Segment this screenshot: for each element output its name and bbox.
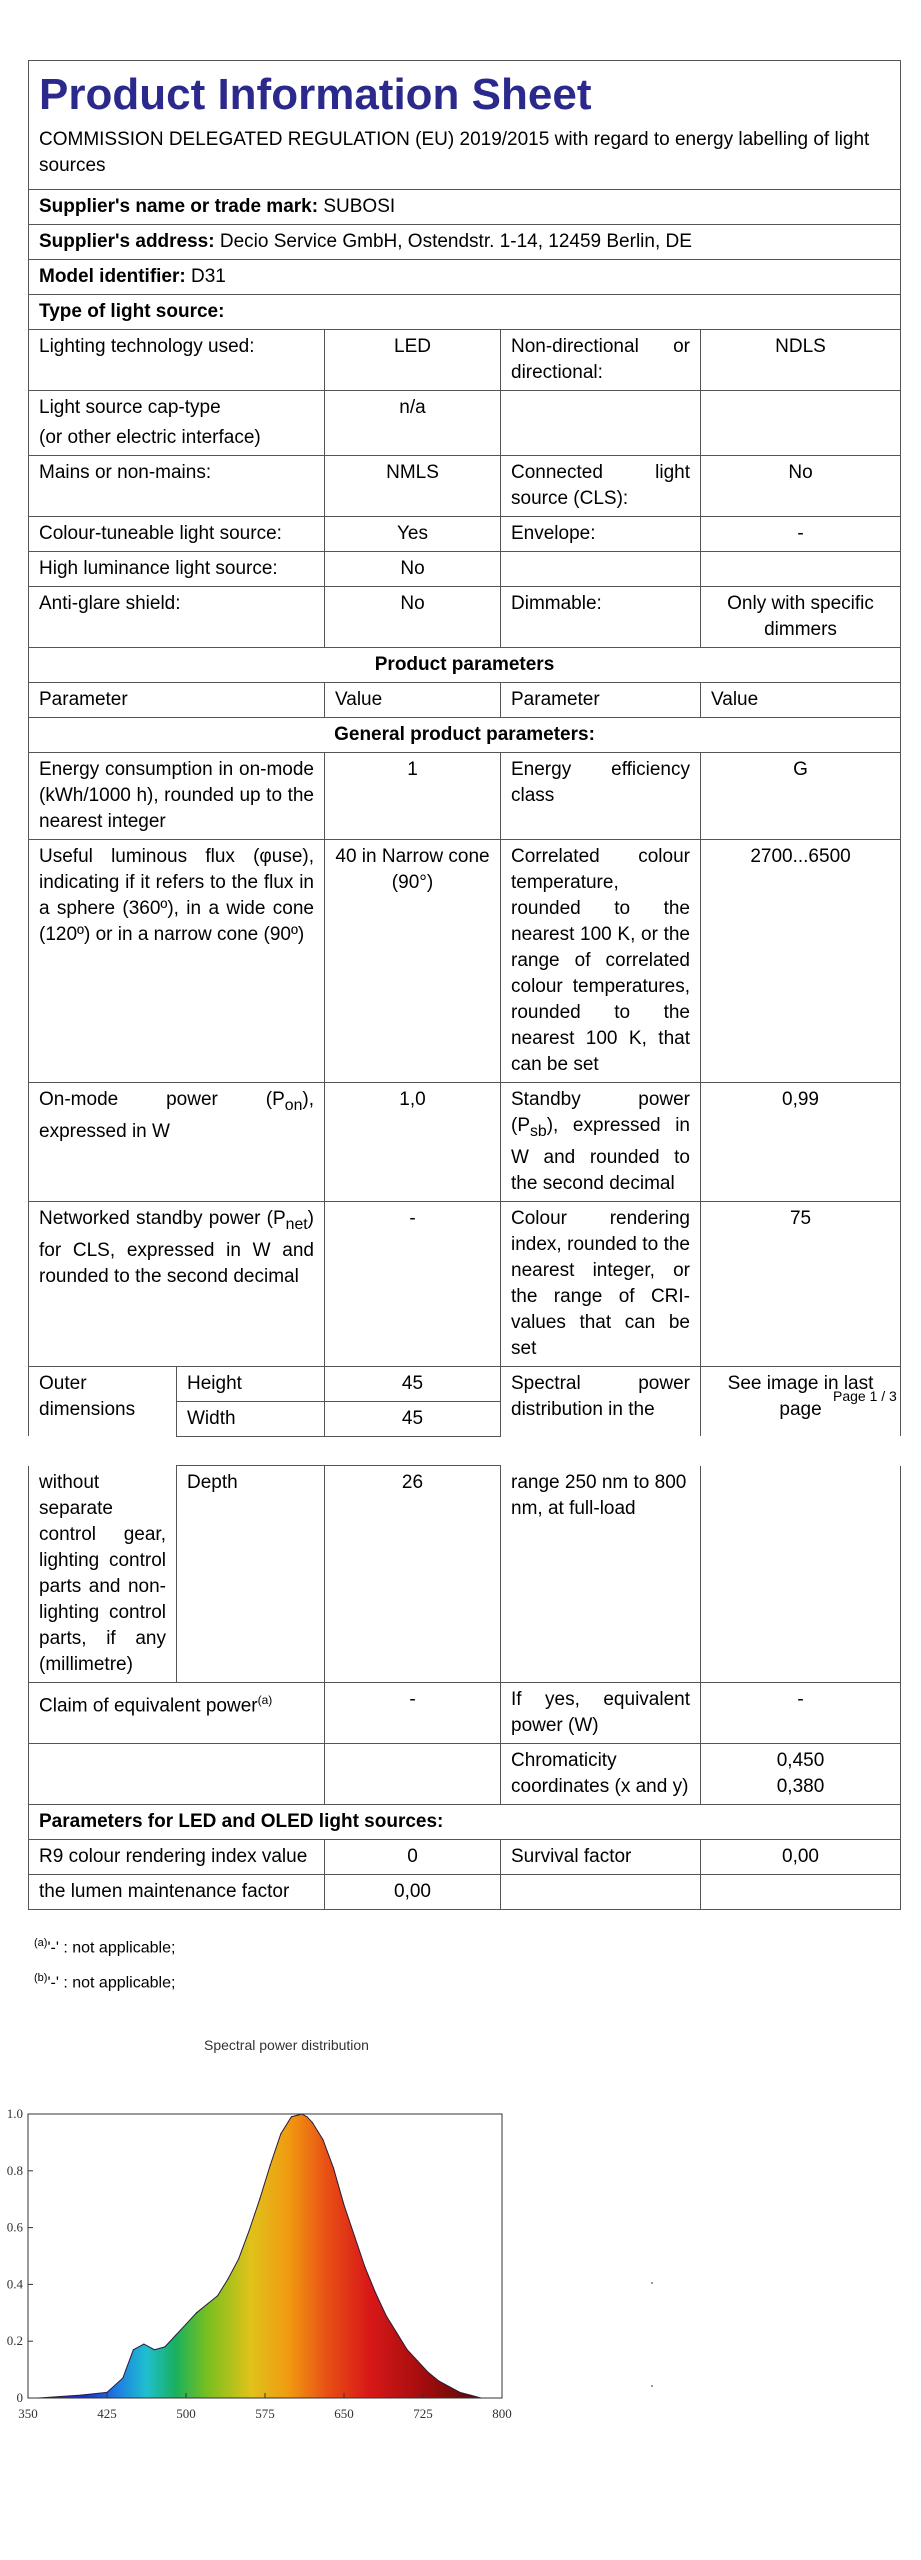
mains-label: Mains or non-mains: [29, 456, 325, 517]
x-tick-label: 575 [255, 2406, 275, 2421]
cap-value: n/a [325, 391, 501, 456]
equivalent-power-w-value: - [701, 1682, 901, 1743]
tech-label: Lighting technology used: [29, 330, 325, 391]
outer-dimensions-label-cont: without separate control gear, lighting control parts and non-lighting control parts, if any (millimetre) [29, 1466, 177, 1683]
lumen-maintenance-label: the lumen maintenance factor [29, 1874, 325, 1909]
directional-label: Non-directional or directional: [501, 330, 701, 391]
supplier-address-row [29, 225, 901, 260]
equivalent-power-label-text: Claim of equivalent power [39, 1694, 258, 1716]
envelope-value: - [701, 517, 901, 552]
data-point [449, 2386, 451, 2388]
equivalent-power-w-label: If yes, equivalent power (W) [501, 1682, 701, 1743]
data-point [122, 2377, 124, 2379]
height-label: Height [177, 1366, 325, 1401]
light-source-heading: Type of light source: [29, 295, 901, 330]
chromaticity-label: Chromaticity coordinates (x and y) [501, 1743, 701, 1804]
dimmable-label: Dimmable: [501, 587, 701, 648]
data-point [217, 2295, 219, 2297]
standby-power-sub: sb [530, 1122, 547, 1140]
spectrum-area [39, 2114, 481, 2398]
standby-power-label-pre: Standby power (P [511, 1089, 690, 1136]
empty-cell [325, 1743, 501, 1804]
energy-consumption-value: 1 [325, 753, 501, 840]
empty-cell [501, 1874, 701, 1909]
lumen-maintenance-value: 0,00 [325, 1874, 501, 1909]
data-point [164, 2346, 166, 2348]
model-row [29, 260, 901, 295]
tuneable-label: Colour-tuneable light source: [29, 517, 325, 552]
data-point [406, 2349, 408, 2351]
x-tick-label: 500 [176, 2406, 196, 2421]
data-point [175, 2335, 177, 2337]
standby-power-label [501, 1083, 701, 1202]
data-point [354, 2235, 356, 2237]
data-point [269, 2164, 271, 2166]
y-tick-label: 0 [16, 2390, 23, 2405]
cri-label: Colour rendering index, rounded to the nearest integer, or the range of CRI-values that can be set [501, 1201, 701, 1366]
r9-label: R9 colour rendering index value [29, 1839, 325, 1874]
high-luminance-value: No [325, 552, 501, 587]
data-point [364, 2267, 366, 2269]
data-point [259, 2198, 261, 2200]
on-mode-power-sub: on [284, 1096, 303, 1114]
equivalent-power-label [29, 1682, 325, 1743]
empty-cell [701, 1466, 901, 1683]
chromaticity-values [701, 1743, 901, 1804]
y-tick-label: 0.4 [6, 2276, 23, 2292]
antiglare-label: Anti-glare shield: [29, 587, 325, 648]
chromaticity-y: 0,380 [776, 1775, 825, 1797]
data-point [238, 2258, 240, 2260]
data-point [133, 2349, 135, 2351]
model-label: Model identifier: [39, 266, 186, 287]
spd-label-cont: range 250 nm to 800 nm, at full-load [501, 1466, 701, 1683]
cap-label-line-2: (or other electric interface) [39, 427, 261, 448]
data-point [106, 2392, 108, 2394]
chromaticity-x: 0,450 [776, 1749, 825, 1771]
x-tick-label: 350 [18, 2406, 38, 2421]
data-point [385, 2315, 387, 2317]
supplier-name-row [29, 190, 901, 225]
networked-standby-value: - [325, 1201, 501, 1366]
sheet-table-continued [28, 1465, 901, 1910]
data-point [291, 2116, 293, 2118]
data-point [343, 2204, 345, 2206]
cls-value: No [701, 456, 901, 517]
spd-label: Spectral power distribution in the [501, 1366, 701, 1436]
networked-standby-label [29, 1201, 325, 1366]
stray-mark [651, 2282, 653, 2284]
empty-cell [501, 391, 701, 456]
col-header-value: Value [701, 683, 901, 718]
depth-value: 26 [325, 1466, 501, 1683]
luminous-flux-label: Useful luminous flux (φuse), indicating if it refers to the flux in a sphere (360º), in a wide cone (120º) or in a narrow cone (90º) [29, 840, 325, 1083]
chart-title: Spectral power distribution [204, 2037, 369, 2053]
col-header-value: Value [325, 683, 501, 718]
supplier-address-label: Supplier's address: [39, 231, 215, 252]
data-point [196, 2312, 198, 2314]
mains-value: NMLS [325, 456, 501, 517]
x-tick-label: 800 [492, 2406, 512, 2421]
luminous-flux-value: 40 in Narrow cone (90°) [325, 840, 501, 1083]
networked-standby-label-post: ) for CLS, expressed in W and rounded to the second decimal [39, 1207, 314, 1287]
x-tick-label: 725 [413, 2406, 433, 2421]
networked-standby-sub: net [285, 1215, 308, 1233]
sheet-table-page-1 [28, 60, 901, 1437]
data-point [375, 2292, 377, 2294]
data-point [248, 2230, 250, 2232]
spectral-chart-svg [0, 2020, 921, 2500]
empty-cell [29, 1743, 325, 1804]
cct-value: 2700...6500 [701, 840, 901, 1083]
data-point [396, 2332, 398, 2334]
data-point [206, 2303, 208, 2305]
width-value: 45 [325, 1401, 501, 1436]
spectral-plot-area [7, 2106, 512, 2421]
data-point [438, 2380, 440, 2382]
on-mode-power-label [29, 1083, 325, 1202]
footnote-b-marker: (b) [34, 1972, 48, 1985]
data-point [417, 2360, 419, 2362]
dimmable-value: Only with specific dimmers [701, 587, 901, 648]
regulation-text: COMMISSION DELEGATED REGULATION (EU) 2019/2015 with regard to energy labelling of light sources [39, 129, 870, 176]
supplier-name-value: SUBOSI [323, 196, 396, 217]
cri-value: 75 [701, 1201, 901, 1366]
model-value: D31 [191, 266, 226, 287]
footnotes [34, 1928, 175, 1999]
info-sheet [28, 60, 900, 1437]
page-title: Product Information Sheet [39, 70, 592, 119]
antiglare-value: No [325, 587, 501, 648]
outer-dimensions-label: Outer dimensions [29, 1366, 177, 1436]
general-parameters-heading: General product parameters: [29, 718, 901, 753]
data-point [143, 2343, 145, 2345]
x-tick-label: 425 [97, 2406, 117, 2421]
data-point [459, 2392, 461, 2394]
product-parameters-heading: Product parameters [29, 648, 901, 683]
equivalent-power-sup: (a) [257, 1692, 273, 1707]
col-header-parameter: Parameter [501, 683, 701, 718]
empty-cell [501, 552, 701, 587]
cap-label-line-1: Light source cap-type [39, 397, 221, 418]
col-header-parameter: Parameter [29, 683, 325, 718]
cct-label: Correlated colour temperature, rounded to the nearest 100 K, or the range of correlated colour temperatures, rounded to the nearest 100 K, that can be set [501, 840, 701, 1083]
empty-cell [701, 391, 901, 456]
spectral-chart [0, 2020, 921, 2500]
standby-power-label-post: ), expressed in W and rounded to the second decimal [511, 1115, 690, 1194]
data-point [470, 2394, 472, 2396]
high-luminance-label: High luminance light source: [29, 552, 325, 587]
stray-mark [651, 2385, 653, 2387]
on-mode-power-value: 1,0 [325, 1083, 501, 1202]
efficiency-class-value: G [701, 753, 901, 840]
data-point [227, 2278, 229, 2280]
networked-standby-label-pre: Networked standby power (P [39, 1207, 286, 1229]
x-tick-label: 650 [334, 2406, 354, 2421]
footnote-b [34, 1963, 175, 1998]
spd-value: See image in last page [701, 1366, 901, 1436]
survival-factor-value: 0,00 [701, 1839, 901, 1874]
data-point [185, 2323, 187, 2325]
empty-cell [701, 552, 901, 587]
energy-consumption-label: Energy consumption in on-mode (kWh/1000 h), rounded up to the nearest integer [29, 753, 325, 840]
y-tick-label: 0.6 [6, 2219, 23, 2235]
page-number: Page 1 / 3 [833, 1388, 897, 1404]
led-parameters-heading: Parameters for LED and OLED light sources: [29, 1804, 901, 1839]
footnote-b-text: '-' : not applicable; [47, 1974, 176, 1992]
cap-label [29, 391, 325, 456]
envelope-label: Envelope: [501, 517, 701, 552]
y-tick-label: 1.0 [6, 2106, 23, 2121]
footnote-a-text: '-' : not applicable; [47, 1939, 176, 1957]
tech-value: LED [325, 330, 501, 391]
data-point [80, 2394, 82, 2396]
equivalent-power-value: - [325, 1682, 501, 1743]
data-point [322, 2139, 324, 2141]
data-point [306, 2116, 308, 2118]
title-block [29, 61, 901, 190]
info-sheet-continued [28, 1465, 900, 1910]
supplier-address-value: Decio Service GmbH, Ostendstr. 1-14, 12459 Berlin, DE [219, 231, 692, 252]
depth-label: Depth [177, 1466, 325, 1683]
data-point [312, 2122, 314, 2124]
efficiency-class-label: Energy efficiency class [501, 753, 701, 840]
supplier-name-label: Supplier's name or trade mark: [39, 196, 319, 217]
data-point [333, 2167, 335, 2169]
data-point [427, 2372, 429, 2374]
empty-cell [701, 1874, 901, 1909]
on-mode-power-label-pre: On-mode power (P [39, 1089, 285, 1110]
height-value: 45 [325, 1366, 501, 1401]
footnote-a-marker: (a) [34, 1937, 48, 1949]
y-tick-label: 0.2 [6, 2333, 23, 2349]
standby-power-value: 0,99 [701, 1083, 901, 1202]
survival-factor-label: Survival factor [501, 1839, 701, 1874]
data-point [280, 2133, 282, 2135]
width-label: Width [177, 1401, 325, 1436]
y-tick-label: 0.8 [6, 2162, 23, 2178]
directional-value: NDLS [701, 330, 901, 391]
on-mode-power-label-post: ), expressed in W [39, 1089, 314, 1142]
tuneable-value: Yes [325, 517, 501, 552]
cls-label: Connected light source (CLS): [501, 456, 701, 517]
data-point [154, 2349, 156, 2351]
footnote-a [34, 1928, 175, 1963]
r9-value: 0 [325, 1839, 501, 1874]
